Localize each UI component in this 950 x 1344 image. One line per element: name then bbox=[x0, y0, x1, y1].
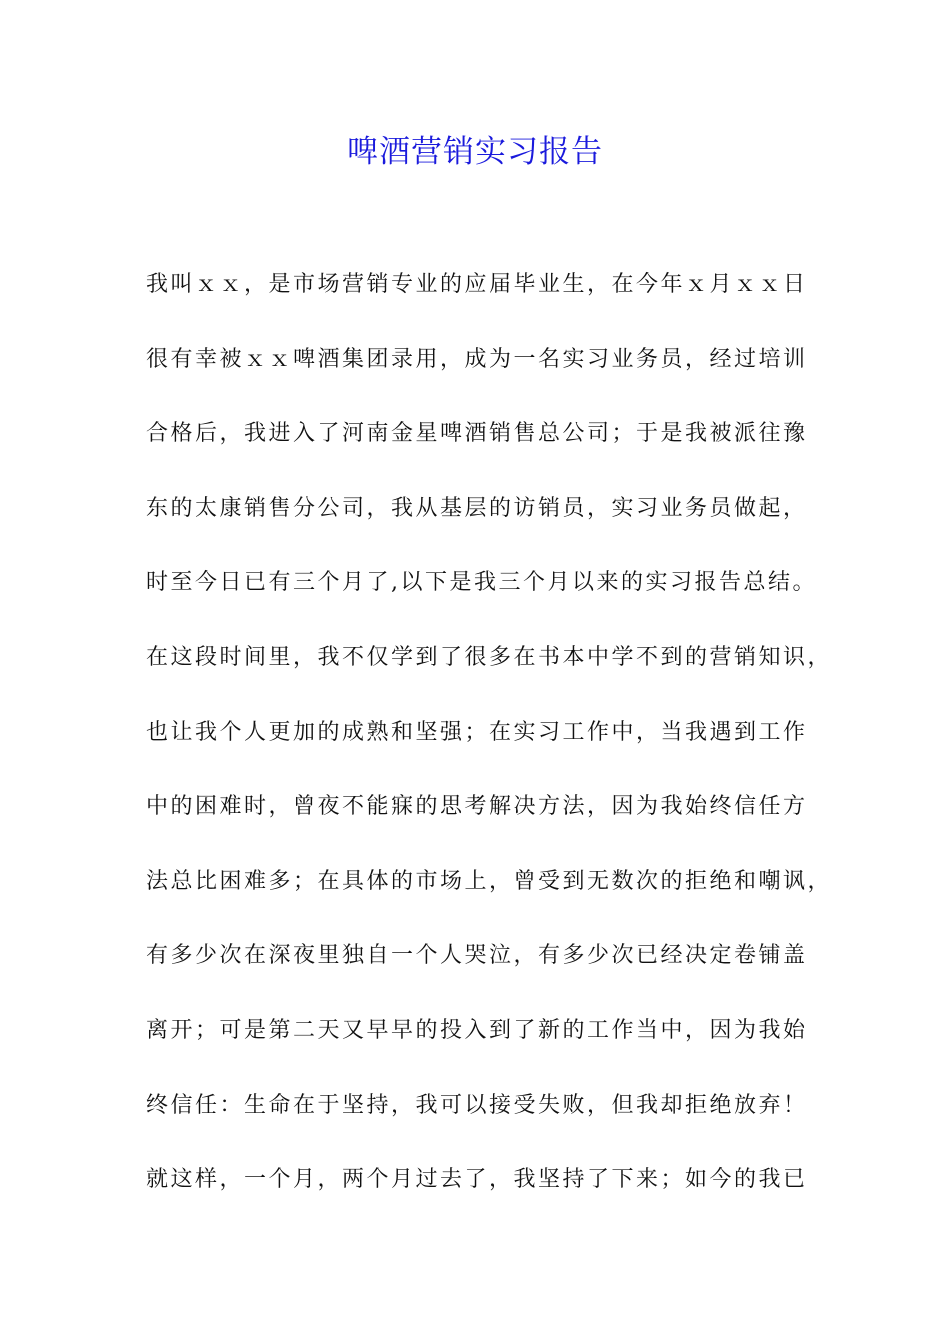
body-line-8: 中的困难时，曾夜不能寐的思考解决方法，因为我始终信任方 bbox=[146, 794, 808, 820]
body-line-10: 有多少次在深夜里独自一个人哭泣，有多少次已经决定卷铺盖 bbox=[146, 943, 808, 969]
body-line-4: 东的太康销售分公司，我从基层的访销员，实习业务员做起， bbox=[146, 495, 808, 521]
body-line-5: 时至今日已有三个月了,以下是我三个月以来的实习报告总结。 bbox=[146, 570, 817, 596]
document-title: 啤酒营销实习报告 bbox=[347, 134, 603, 170]
document-body bbox=[146, 265, 836, 1235]
body-line-6: 在这段时间里，我不仅学到了很多在书本中学不到的营销知识， bbox=[146, 644, 833, 670]
body-line-13: 就这样，一个月，两个月过去了，我坚持了下来；如今的我已 bbox=[146, 1167, 808, 1193]
body-line-9: 法总比困难多；在具体的市场上，曾受到无数次的拒绝和嘲讽， bbox=[146, 868, 833, 894]
body-line-11: 离开；可是第二天又早早的投入到了新的工作当中，因为我始 bbox=[146, 1017, 808, 1043]
body-line-3: 合格后，我进入了河南金星啤酒销售总公司；于是我被派往豫 bbox=[146, 421, 808, 447]
body-line-7: 也让我个人更加的成熟和坚强；在实习工作中，当我遇到工作 bbox=[146, 719, 808, 745]
body-line-1: 我叫ｘｘ，是市场营销专业的应届毕业生，在今年ｘ月ｘｘ日 bbox=[146, 272, 808, 297]
body-line-2: 很有幸被ｘｘ啤酒集团录用，成为一名实习业务员，经过培训 bbox=[146, 346, 808, 372]
body-line-12: 终信任：生命在于坚持，我可以接受失败，但我却拒绝放弃！ bbox=[146, 1092, 808, 1118]
